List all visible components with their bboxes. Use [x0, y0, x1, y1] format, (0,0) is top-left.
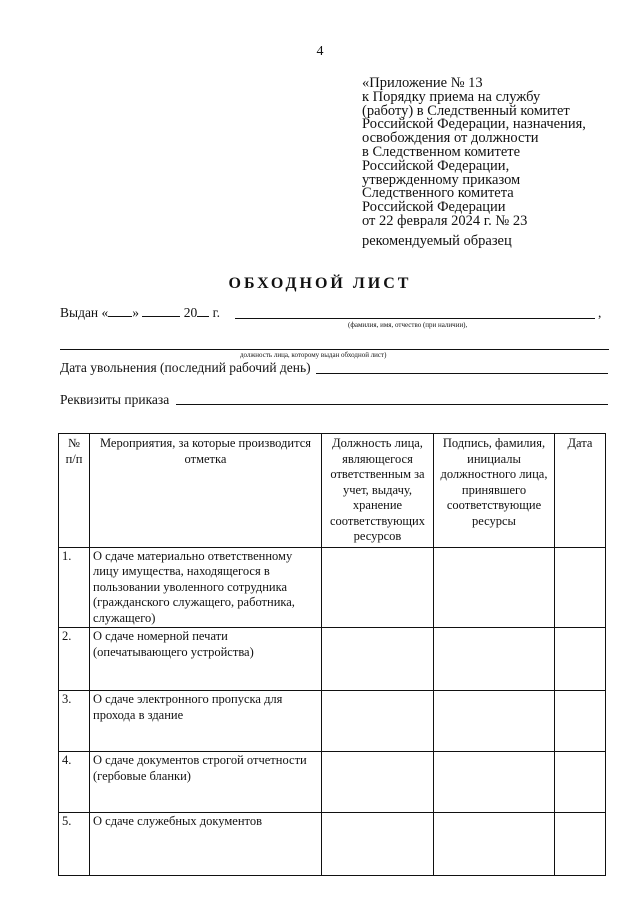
- row-date-cell[interactable]: [555, 752, 606, 813]
- appendix-line: Следственного комитета: [362, 185, 514, 202]
- row-activity: О сдаче электронного пропуска для прохода в здание: [90, 691, 322, 752]
- name-comma: ,: [598, 305, 602, 320]
- clearance-table: [58, 433, 606, 876]
- row-signature-cell[interactable]: [434, 752, 555, 813]
- row-activity: О сдаче материально ответственному лицу имущества, находящегося в пользовании уволенного сотрудника (гражданского служащего, работника, служащего): [90, 547, 322, 628]
- row-date-cell[interactable]: [555, 628, 606, 691]
- row-position-cell[interactable]: [322, 628, 434, 691]
- year-suffix: г.: [212, 305, 221, 320]
- row-activity: О сдаче служебных документов: [90, 813, 322, 876]
- row-position-cell[interactable]: [322, 547, 434, 628]
- row-num: 3.: [59, 691, 90, 752]
- appendix-line: Российской Федерации: [362, 199, 506, 216]
- row-num: 1.: [59, 547, 90, 628]
- appendix-line: (работу) в Следственный комитет: [362, 102, 570, 119]
- dismissal-date-field[interactable]: [316, 373, 608, 374]
- row-activity: О сдаче номерной печати (опечатывающего устройства): [90, 628, 322, 691]
- appendix-line: «Приложение № 13: [362, 75, 483, 91]
- header-signature: Подпись, фамилия, инициалы должностного лица, принявшего соответствующие ресурсы: [434, 434, 555, 548]
- order-details-label: Реквизиты приказа: [60, 392, 170, 407]
- row-num: 2.: [59, 628, 90, 691]
- row-num: 4.: [59, 752, 90, 813]
- name-field[interactable]: [235, 318, 595, 319]
- year-blank[interactable]: [197, 305, 209, 317]
- month-blank[interactable]: [142, 305, 180, 317]
- document-title: ОБХОДНОЙ ЛИСТ: [228, 275, 412, 292]
- row-signature-cell[interactable]: [434, 691, 555, 752]
- order-details-field[interactable]: [176, 404, 608, 405]
- appendix-line: от 22 февраля 2024 г. № 23: [362, 212, 528, 229]
- appendix-line: к Порядку приема на службу: [362, 88, 541, 105]
- appendix-line: Российской Федерации,: [362, 157, 510, 174]
- row-position-cell[interactable]: [322, 691, 434, 752]
- quote-close: »: [132, 305, 140, 320]
- header-num: № п/п: [59, 434, 90, 548]
- appendix-line: Российской Федерации, назначения,: [362, 116, 586, 133]
- row-signature-cell[interactable]: [434, 813, 555, 876]
- header-activity: Мероприятия, за которые производится отметка: [90, 434, 322, 548]
- row-date-cell[interactable]: [555, 813, 606, 876]
- row-signature-cell[interactable]: [434, 547, 555, 628]
- position-field[interactable]: [60, 349, 609, 350]
- table-row: [59, 691, 606, 752]
- row-num: 5.: [59, 813, 90, 876]
- issued-prefix: Выдан «: [60, 305, 109, 320]
- row-position-cell[interactable]: [322, 752, 434, 813]
- table-row: [59, 752, 606, 813]
- day-blank[interactable]: [108, 305, 132, 317]
- table-row: [59, 547, 606, 628]
- issued-line: [60, 305, 220, 321]
- sample-note: рекомендуемый образец: [362, 233, 512, 249]
- name-caption: (фамилия, имя, отчество (при наличии),: [348, 321, 468, 329]
- year-prefix: 20: [183, 305, 198, 320]
- row-position-cell[interactable]: [322, 813, 434, 876]
- appendix-header: [362, 77, 586, 229]
- row-signature-cell[interactable]: [434, 628, 555, 691]
- row-date-cell[interactable]: [555, 691, 606, 752]
- page-number: 4: [316, 44, 324, 59]
- dismissal-date-label: Дата увольнения (последний рабочий день): [60, 360, 311, 375]
- table-header-row: [59, 434, 606, 548]
- header-position: Должность лица, являющегося ответственным за учет, выдачу, хранение соответствующих ресурсов: [322, 434, 434, 548]
- appendix-line: утвержденному приказом: [362, 171, 521, 188]
- header-date: Дата: [555, 434, 606, 548]
- table-row: [59, 813, 606, 876]
- row-date-cell[interactable]: [555, 547, 606, 628]
- appendix-line: в Следственном комитете: [362, 143, 521, 160]
- appendix-line: освобождения от должности: [362, 130, 539, 147]
- position-caption: должность лица, которому выдан обходной лист): [240, 351, 387, 359]
- table-row: [59, 628, 606, 691]
- row-activity: О сдаче документов строгой отчетности (гербовые бланки): [90, 752, 322, 813]
